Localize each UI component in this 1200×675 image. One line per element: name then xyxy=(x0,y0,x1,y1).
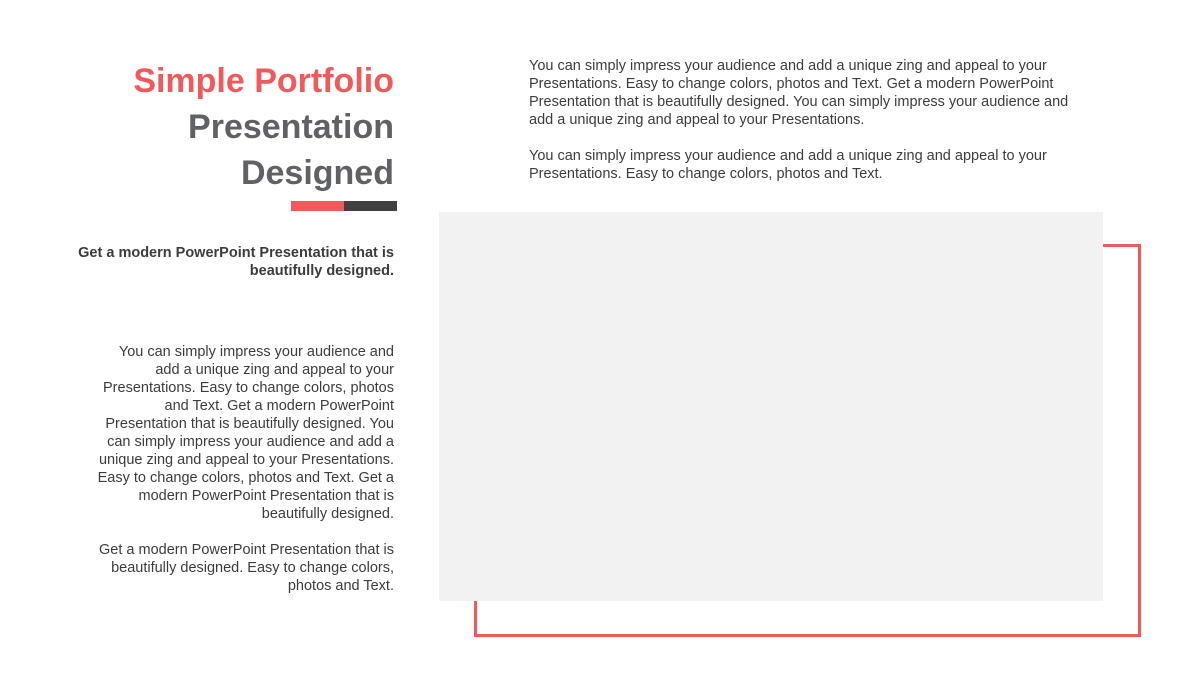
slide-title xyxy=(54,58,394,196)
image-placeholder[interactable] xyxy=(439,212,1103,601)
underline-dark-segment xyxy=(344,201,397,211)
right-paragraph-1: You can simply impress your audience and add a unique zing and appeal to your Presentations. Easy to change colors, photos and Text. Get a modern PowerPoint Presentation that is beautifully designed. You can simply impress your audience and add a unique zing and appeal to your Presentations. xyxy=(529,58,1069,128)
title-line-2: Presentation xyxy=(188,108,394,146)
underline-accent-segment xyxy=(291,201,344,211)
right-paragraph-2: You can simply impress your audience and add a unique zing and appeal to your Presentations. Easy to change colors, photos and Text. xyxy=(529,148,1047,182)
title-underline-bar xyxy=(291,201,397,211)
title-line-3: Designed xyxy=(240,154,394,192)
left-paragraph-2: Get a modern PowerPoint Presentation that is beautifully designed. Easy to change colors, photos and Text. xyxy=(99,542,394,594)
left-paragraph-1: You can simply impress your audience and add a unique zing and appeal to your Presentations. Easy to change colors, photos and Text. Get a modern PowerPoint Presentation that is beautifully designed. You can simply impress your audience and add a unique zing and appeal to your Presentations. Easy to change colors, photos and Text. Get a modern PowerPoint Presentation that is beautifully designed. xyxy=(97,344,394,522)
left-body-text xyxy=(94,343,394,613)
title-line-accent: Simple Portfolio xyxy=(133,62,394,100)
slide-subtitle: Get a modern PowerPoint Presentation that is beautifully designed. xyxy=(78,245,394,279)
right-body-text xyxy=(529,57,1089,201)
